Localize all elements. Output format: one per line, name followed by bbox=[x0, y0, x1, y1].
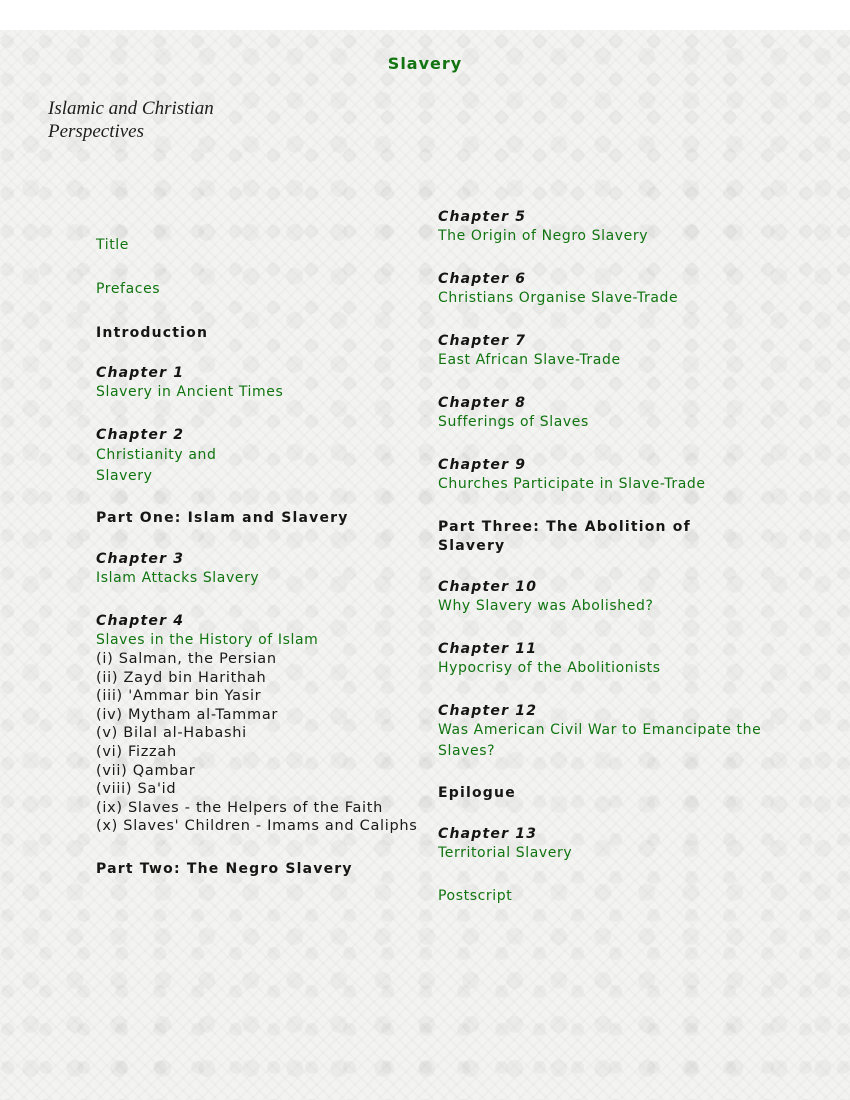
introduction-heading[interactable]: Introduction bbox=[96, 325, 209, 341]
chapter-11-link[interactable]: Hypocrisy of the Abolitionists bbox=[438, 660, 661, 676]
chapter-11-label: Chapter 11 bbox=[438, 641, 538, 657]
chapter-12-link[interactable] bbox=[438, 720, 778, 761]
page-title: Slavery bbox=[387, 54, 463, 73]
chapter-8-link[interactable]: Sufferings of Slaves bbox=[438, 414, 589, 430]
chapter-10-label: Chapter 10 bbox=[438, 579, 538, 595]
subsection-item: (iii) 'Ammar bin Yasir bbox=[96, 688, 262, 705]
chapter-1-label: Chapter 1 bbox=[96, 365, 185, 381]
chapter-8-label: Chapter 8 bbox=[438, 395, 527, 411]
title-link[interactable]: Title bbox=[96, 237, 130, 253]
prefaces-link[interactable]: Prefaces bbox=[96, 281, 161, 297]
chapter-5-label: Chapter 5 bbox=[438, 209, 527, 225]
chapter-2-title-line-1: Christianity and bbox=[96, 447, 217, 463]
postscript-link[interactable]: Postscript bbox=[438, 888, 513, 904]
subsection-item: (ix) Slaves - the Helpers of the Faith bbox=[96, 799, 384, 816]
chapter-6-link[interactable]: Christians Organise Slave-Trade bbox=[438, 290, 679, 306]
subsection-item: (i) Salman, the Persian bbox=[96, 651, 277, 667]
chapter-13-link[interactable]: Territorial Slavery bbox=[438, 845, 573, 861]
chapter-12-label: Chapter 12 bbox=[438, 703, 538, 719]
part-one-heading: Part One: Islam and Slavery bbox=[96, 510, 349, 526]
subsection-item: (ii) Zayd bin Harithah bbox=[96, 669, 267, 686]
subsection-item: (iv) Mytham al-Tammar bbox=[96, 706, 279, 723]
epilogue-heading[interactable]: Epilogue bbox=[438, 785, 516, 801]
chapter-12-title-line-2: Slaves? bbox=[438, 742, 496, 759]
subsection-item: (x) Slaves' Children - Imams and Caliphs bbox=[96, 818, 418, 835]
chapter-12-title-line-1: Was American Civil War to Emancipate the bbox=[438, 722, 762, 738]
part-three-line-1: Part Three: The Abolition of bbox=[438, 519, 691, 535]
page-subtitle bbox=[48, 97, 268, 143]
subsection-item: (vii) Qambar bbox=[96, 762, 196, 779]
subtitle-line-1: Islamic and Christian bbox=[48, 98, 214, 119]
chapter-9-link[interactable]: Churches Participate in Slave-Trade bbox=[438, 476, 706, 492]
subsection-item: (v) Bilal al-Habashi bbox=[96, 725, 247, 742]
part-two-heading: Part Two: The Negro Slavery bbox=[96, 861, 353, 877]
chapter-7-link[interactable]: East African Slave-Trade bbox=[438, 352, 621, 368]
part-three-line-2: Slavery bbox=[438, 537, 506, 554]
chapter-9-label: Chapter 9 bbox=[438, 457, 527, 473]
chapter-2-label: Chapter 2 bbox=[96, 427, 185, 443]
chapter-5-link[interactable]: The Origin of Negro Slavery bbox=[438, 228, 649, 244]
chapter-2-title-line-2: Slavery bbox=[96, 467, 153, 484]
chapter-10-link[interactable]: Why Slavery was Abolished? bbox=[438, 598, 654, 614]
chapter-13-label: Chapter 13 bbox=[438, 826, 538, 842]
subsection-item: (vi) Fizzah bbox=[96, 743, 177, 760]
chapter-4-link[interactable]: Slaves in the History of Islam bbox=[96, 632, 319, 648]
chapter-4-label: Chapter 4 bbox=[96, 613, 185, 629]
chapter-4-subsections bbox=[96, 650, 426, 836]
chapter-1-link[interactable]: Slavery in Ancient Times bbox=[96, 384, 284, 400]
chapter-2-link[interactable] bbox=[96, 445, 426, 486]
subtitle-line-2: Perspectives bbox=[48, 121, 145, 142]
chapter-3-label: Chapter 3 bbox=[96, 551, 185, 567]
chapter-6-label: Chapter 6 bbox=[438, 271, 527, 287]
chapter-7-label: Chapter 7 bbox=[438, 333, 527, 349]
chapter-3-link[interactable]: Islam Attacks Slavery bbox=[96, 570, 260, 586]
subsection-item: (viii) Sa'id bbox=[96, 781, 177, 798]
part-three-heading bbox=[438, 518, 768, 555]
